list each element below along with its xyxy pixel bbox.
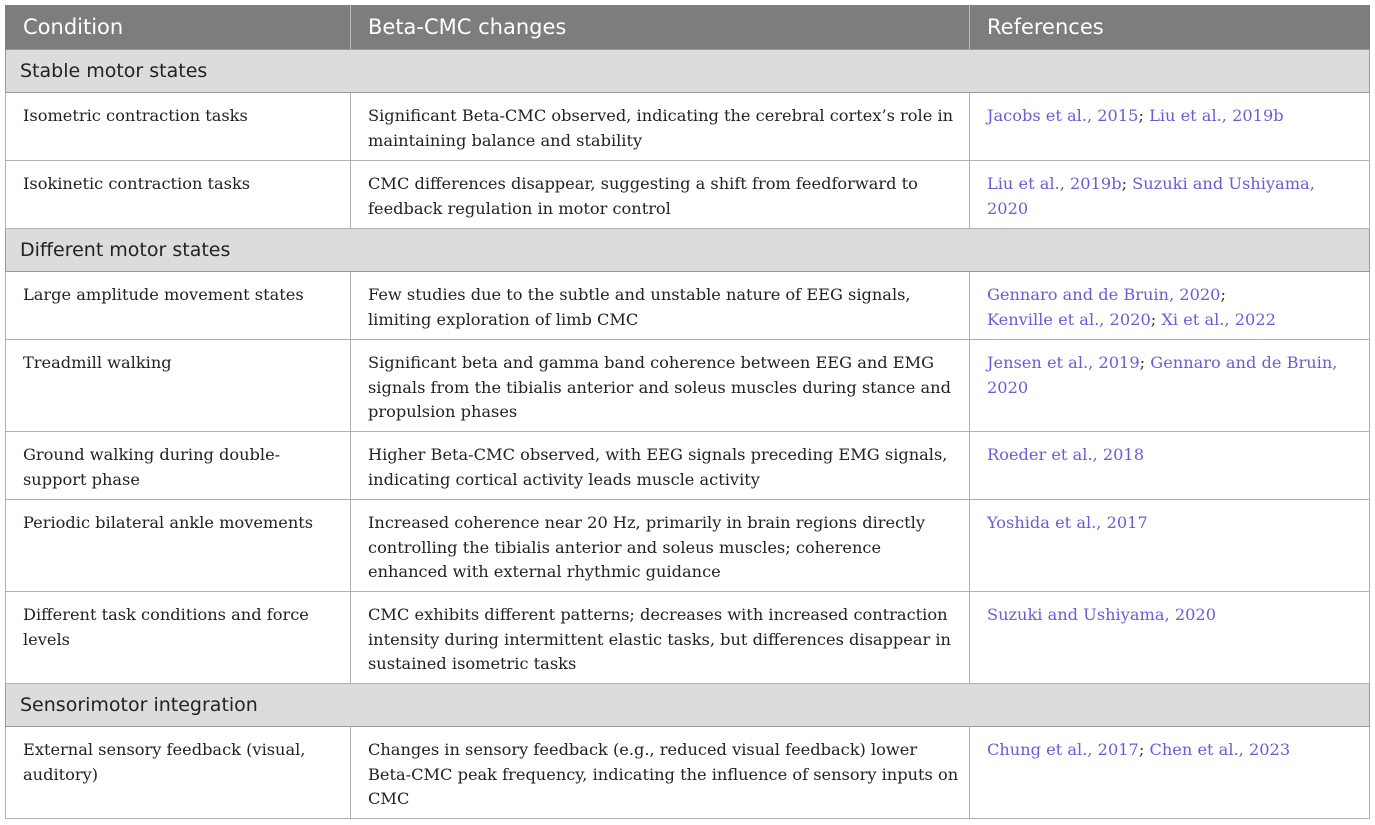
condition-cell: Isokinetic contraction tasks [6, 161, 351, 229]
references-cell [970, 592, 1370, 684]
reference-link[interactable]: Xi et al., 2022 [1161, 309, 1276, 329]
reference-link[interactable]: Roeder et al., 2018 [987, 445, 1145, 464]
table-row [6, 272, 1370, 340]
change-cell: CMC exhibits different patterns; decreases with increased contraction intensity during intermittent elastic tasks, but differences disappear in sustained isometric tasks [351, 592, 970, 684]
condition-cell: Different task conditions and force levels [6, 592, 351, 684]
table-row [6, 727, 1370, 819]
condition-cell: Periodic bilateral ankle movements [6, 500, 351, 592]
references-cell: Gennaro and de Bruin, 2020; Kenville et al., 2020; Xi et al., 2022 [970, 272, 1370, 340]
references-cell: Jensen et al., 2019; Gennaro and de Bruin, 2020 [970, 340, 1370, 432]
table-row [6, 93, 1370, 161]
condition-cell: Isometric contraction tasks [6, 93, 351, 161]
reference-link[interactable]: Jensen et al., 2019 [987, 353, 1140, 372]
reference-link[interactable]: Yoshida et al., 2017 [987, 513, 1148, 532]
reference-link[interactable]: Chen et al., 2023 [1149, 740, 1291, 759]
condition-cell: Large amplitude movement states [6, 272, 351, 340]
condition-cell: Ground walking during double-support phase [6, 432, 351, 500]
change-cell: Higher Beta-CMC observed, with EEG signals preceding EMG signals, indicating cortical activity leads muscle activity [351, 432, 970, 500]
table-row [6, 340, 1370, 432]
section-row [6, 50, 1370, 93]
change-cell: Significant Beta-CMC observed, indicating the cerebral cortex’s role in maintaining balance and stability [351, 93, 970, 161]
references-cell: Jacobs et al., 2015; Liu et al., 2019b [970, 93, 1370, 161]
change-cell: Increased coherence near 20 Hz, primarily in brain regions directly controlling the tibialis anterior and soleus muscles; coherence enhanced with external rhythmic guidance [351, 500, 970, 592]
header-row [6, 5, 1370, 50]
section-row [6, 229, 1370, 272]
reference-link[interactable]: Suzuki and Ushiyama, 2020 [987, 174, 1315, 218]
reference-link[interactable]: Liu et al., 2019b [1149, 106, 1284, 125]
table-row [6, 161, 1370, 229]
reference-link[interactable]: Chung et al., 2017 [987, 740, 1139, 759]
condition-cell: Treadmill walking [6, 340, 351, 432]
change-cell: Changes in sensory feedback (e.g., reduced visual feedback) lower Beta-CMC peak frequency, indicating the influence of sensory inputs on CMC [351, 727, 970, 819]
references-cell: Liu et al., 2019b; Suzuki and Ushiyama, 2020 [970, 161, 1370, 229]
header-references: References [970, 5, 1370, 50]
change-cell: Few studies due to the subtle and unstable nature of EEG signals, limiting exploration of limb CMC [351, 272, 970, 340]
header-beta-cmc-changes: Beta-CMC changes [351, 5, 970, 50]
section-title: Sensorimotor integration [6, 684, 1370, 727]
section-title: Stable motor states [6, 50, 1370, 93]
reference-link[interactable]: Suzuki and Ushiyama, 2020 [987, 605, 1217, 624]
section-row [6, 684, 1370, 727]
references-cell [970, 432, 1370, 500]
table-row [6, 500, 1370, 592]
change-cell: CMC differences disappear, suggesting a shift from feedforward to feedback regulation in motor control [351, 161, 970, 229]
references-cell: Chung et al., 2017; Chen et al., 2023 [970, 727, 1370, 819]
change-cell: Significant beta and gamma band coherence between EEG and EMG signals from the tibialis anterior and soleus muscles during stance and propulsion phases [351, 340, 970, 432]
reference-link[interactable]: Gennaro and de Bruin, 2020 [987, 353, 1338, 397]
table-row [6, 432, 1370, 500]
condition-cell: External sensory feedback (visual, auditory) [6, 727, 351, 819]
reference-link[interactable]: Jacobs et al., 2015 [987, 106, 1139, 125]
references-cell [970, 500, 1370, 592]
reference-link[interactable]: Liu et al., 2019b [987, 174, 1122, 193]
beta-cmc-table [5, 5, 1370, 819]
table-row [6, 592, 1370, 684]
reference-link[interactable]: Kenville et al., 2020 [987, 309, 1151, 329]
section-title: Different motor states [6, 229, 1370, 272]
reference-link[interactable]: Gennaro and de Bruin, 2020 [987, 285, 1221, 304]
header-condition: Condition [6, 5, 351, 50]
